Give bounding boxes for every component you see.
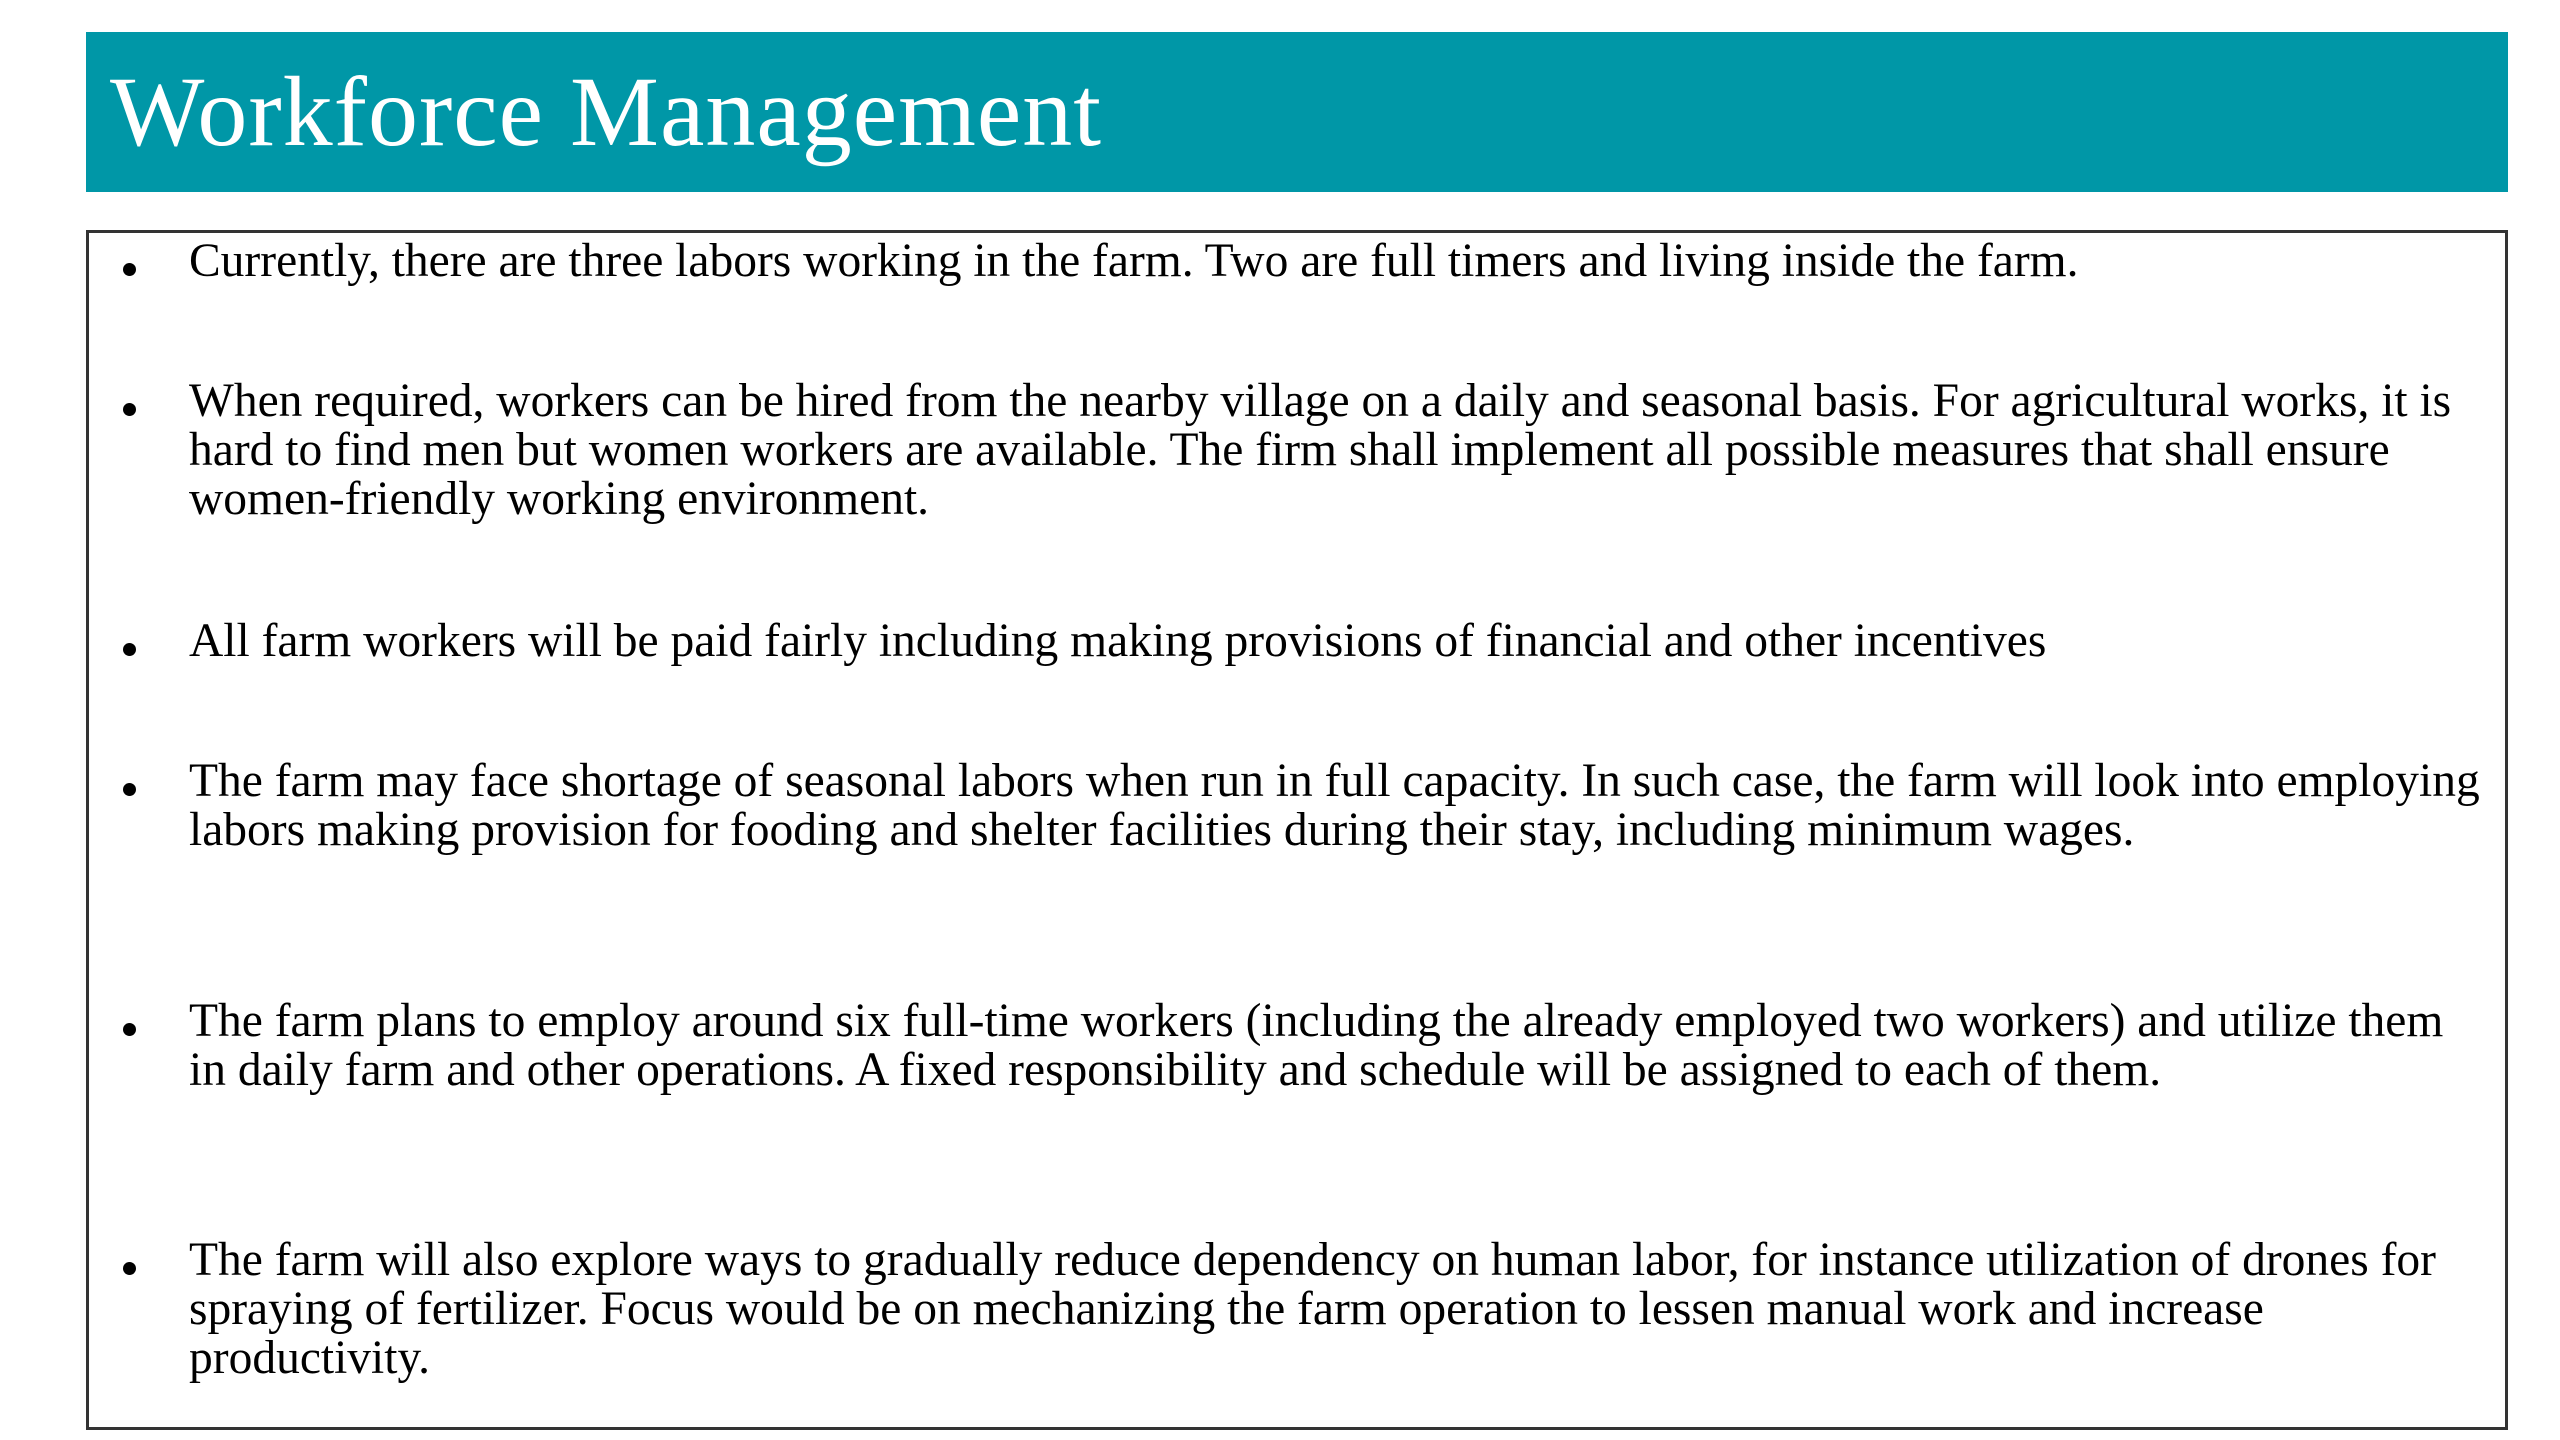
- bullet-text: The farm may face shortage of seasonal labors when run in full capacity. In such case, the farm will look into employing labors making provision for fooding and shelter facilities during their stay, including minimum wages.: [189, 755, 2480, 856]
- bullet-text: When required, workers can be hired from the nearby village on a daily and seasonal basis. For agricultural works, it is hard to find men but women workers are available. The firm shall implement all possible measures that shall ensure women-friendly working environment.: [189, 375, 2452, 525]
- bullet-dot-icon: [123, 643, 136, 656]
- title-banner: [86, 32, 2508, 192]
- bullet-dot-icon: [123, 1023, 136, 1036]
- bullet-dot-icon: [123, 263, 136, 276]
- bullet-text: All farm workers will be paid fairly including making provisions of financial and other incentives: [189, 615, 2047, 667]
- bullet-text: Currently, there are three labors working in the farm. Two are full timers and living inside the farm.: [189, 235, 2079, 287]
- content-box: [86, 230, 2508, 1430]
- bullet-dot-icon: [123, 1262, 136, 1275]
- bullet-text: The farm will also explore ways to gradually reduce dependency on human labor, for instance utilization of drones for spraying of fertilizer. Focus would be on mechanizing the farm operation to lessen manual work and increase productivity.: [189, 1234, 2436, 1384]
- bullet-dot-icon: [123, 783, 136, 796]
- page-title: Workforce Management: [110, 56, 1103, 167]
- bullet-text: The farm plans to employ around six full-time workers (including the already employed two workers) and utilize them in daily farm and other operations. A fixed responsibility and schedule will be assigned to each of them.: [189, 995, 2444, 1096]
- bullet-dot-icon: [123, 403, 136, 416]
